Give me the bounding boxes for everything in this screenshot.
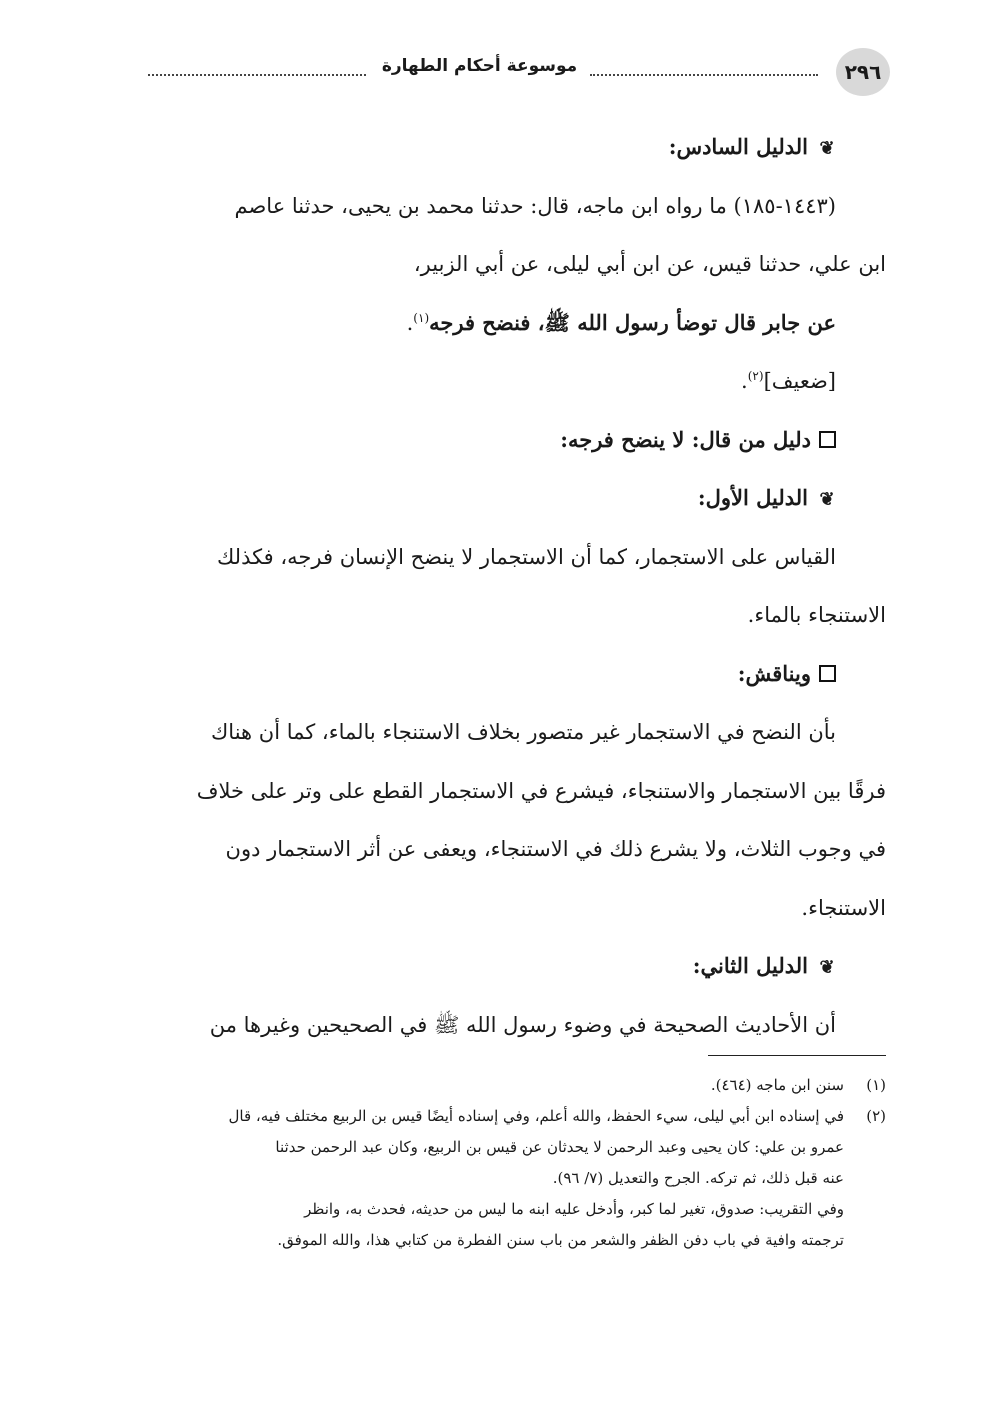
leaf-ornament-icon: ❦	[819, 138, 835, 159]
footnote-ref-1[interactable]: (١)	[413, 310, 430, 325]
footnote-ref-2[interactable]: (٢)	[747, 369, 764, 383]
square-box-icon	[819, 431, 836, 448]
header-dotted-rule-right	[590, 74, 818, 76]
footnote-2-line-3: عنه قبل ذلك، ثم تركه. الجرح والتعديل (٧/ ٩٦).	[552, 1169, 844, 1187]
heading-first-evidence: ❦الدليل الأول:	[148, 469, 886, 528]
square-box-icon	[819, 665, 836, 682]
footnote-separator	[708, 1055, 886, 1056]
discussion-line-2: فرقًا بين الاستجمار والاستنجاء، فيشرع في الاستجمار القطع على وتر على خلاف	[196, 778, 886, 803]
qiyas-line-2: الاستنجاء بالماء.	[747, 603, 886, 627]
discussion-line-4: الاستنجاء.	[801, 895, 886, 920]
page-number: ٢٩٦	[836, 48, 890, 96]
footnote-2	[148, 1101, 886, 1132]
footnote-2-line-4: وفي التقريب: صدوق، تغير لما كبر، وأدخل عليه ابنه ما ليس من حديثه، فحدث به، وانظر	[304, 1200, 844, 1218]
leaf-ornament-icon: ❦	[819, 489, 835, 510]
footnote-1-text: سنن ابن ماجه (٤٦٤).	[710, 1076, 844, 1094]
footnote-2-line-5: ترجمته وافية في باب دفن الظفر والشعر من باب سنن الفطرة من كتابي هذا، والله الموفق.	[277, 1231, 844, 1249]
grade-text: [ضعيف]	[763, 369, 836, 393]
hadith-text: عن جابر قال توضأ رسول الله ﷺ، فنضح فرجه	[429, 309, 836, 335]
header-dotted-rule-left	[148, 74, 366, 76]
narration-line-1: (١٤٤٣-١٨٥) ما رواه ابن ماجه، قال: حدثنا محمد بن يحيى، حدثنا عاصم	[234, 193, 836, 218]
narration-line-2: ابن علي، حدثنا قيس، عن ابن أبي ليلى، عن أبي الزبير،	[413, 252, 886, 276]
discussion-line-1: بأن النضح في الاستجمار غير متصور بخلاف الاستنجاء بالماء، كما أن هناك	[211, 720, 836, 744]
heading-sixth-evidence: ❦الدليل السادس:	[148, 118, 886, 177]
heading-second-evidence: ❦الدليل الثاني:	[148, 937, 886, 996]
second-evidence-line-1: أن الأحاديث الصحيحة في وضوء رسول الله ﷺ في الصحيحين وغيرها من	[209, 1012, 836, 1037]
heading-opposing-evidence: دليل من قال: لا ينضح فرجه:	[148, 411, 886, 470]
running-title: موسوعة أحكام الطهارة	[381, 56, 578, 76]
footnote-2-number: (٢)	[866, 1107, 886, 1125]
footnote-1	[148, 1070, 886, 1101]
qiyas-line-1: القياس على الاستجمار، كما أن الاستجمار لا ينضح الإنسان فرجه، فكذلك	[216, 544, 836, 569]
main-text	[148, 118, 886, 1054]
discussion-line-3: في وجوب الثلاث، ولا يشرع ذلك في الاستنجاء، ويعفى عن أثر الاستجمار دون	[225, 837, 886, 861]
footnote-2-line-2: عمرو بن علي: كان يحيى وعبد الرحمن لا يحدثان عن قيس بن الربيع، وكان عبد الرحمن حدثنا	[275, 1138, 844, 1156]
footnote-1-number: (١)	[866, 1076, 886, 1094]
leaf-ornament-icon: ❦	[819, 957, 835, 978]
grade-line: [ضعيف]$^{(٢)}$.	[741, 369, 836, 393]
page-header	[140, 48, 890, 98]
heading-discussion: ويناقش:	[148, 645, 886, 704]
hadith-line: عن جابر قال توضأ رسول الله ﷺ، فنضح فرجه$^{(١)}$.	[406, 309, 836, 335]
footnote-2-line-1: في إسناده ابن أبي ليلى، سيء الحفظ، والله أعلم، وفي إسناده أيضًا قيس بن الربيع مختلف فيه، قال	[228, 1107, 844, 1125]
footnotes	[148, 1070, 886, 1256]
